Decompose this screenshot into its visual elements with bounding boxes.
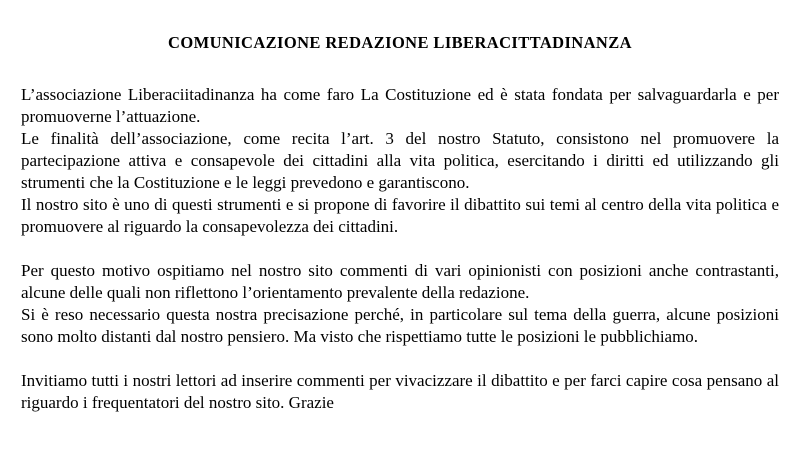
paragraph: Invitiamo tutti i nostri lettori ad inserire commenti per vivacizzare il dibattito e per farci capire cosa pensano al riguardo i frequentatori del nostro sito. Grazie xyxy=(21,371,779,412)
paragraph-block-intro xyxy=(21,84,779,238)
paragraph: L’associazione Liberaciitadinanza ha come faro La Costituzione ed è stata fondata per salvaguardarla e per promuoverne l’attuazione. xyxy=(21,85,779,126)
paragraph-block-invitation xyxy=(21,370,779,414)
paragraph-block-positions xyxy=(21,260,779,348)
paragraph: Si è reso necessario questa nostra precisazione perché, in particolare sul tema della guerra, alcune posizioni sono molto distanti dal nostro pensiero. Ma visto che rispettiamo tutte le posizioni le pubblichiamo. xyxy=(21,305,779,346)
paragraph: Le finalità dell’associazione, come recita l’art. 3 del nostro Statuto, consistono nel promuovere la partecipazione attiva e consapevole dei cittadini alla vita politica, esercitando i diritti ed utilizzando gli strumenti che la Costituzione e le leggi prevedono e garantiscono. xyxy=(21,129,779,192)
document-title: COMUNICAZIONE REDAZIONE LIBERACITTADINANZA xyxy=(168,33,632,52)
paragraph: Per questo motivo ospitiamo nel nostro sito commenti di vari opinionisti con posizioni anche contrastanti, alcune delle quali non riflettono l’orientamento prevalente della redazione. xyxy=(21,261,779,302)
paragraph: Il nostro sito è uno di questi strumenti e si propone di favorire il dibattito sui temi al centro della vita politica e promuovere al riguardo la consapevolezza dei cittadini. xyxy=(21,195,779,236)
